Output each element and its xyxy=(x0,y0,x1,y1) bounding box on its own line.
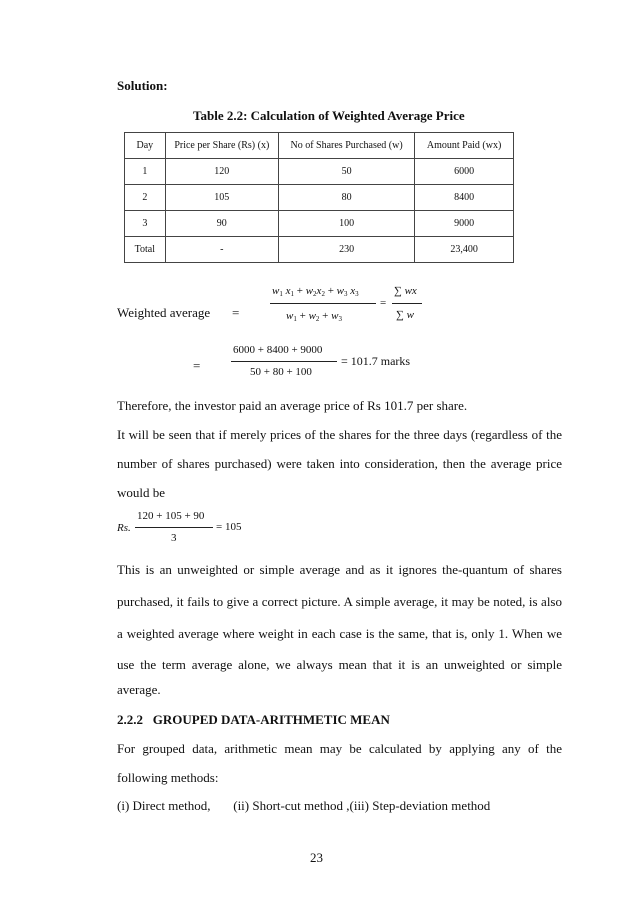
sum-w: ∑ w xyxy=(396,309,414,321)
table-total-row xyxy=(125,237,514,263)
fraction-bar xyxy=(231,361,337,362)
table-header-cell: Price per Share (Rs) (x) xyxy=(165,133,278,159)
formula3-numerator: 120 + 105 + 90 xyxy=(137,510,205,522)
table-row xyxy=(125,211,514,237)
rs-prefix: Rs. xyxy=(117,522,131,534)
table-cell: 230 xyxy=(278,237,414,263)
paragraph-line: use the term average alone, we always mean that it is an unweighted or simple xyxy=(117,657,562,672)
table-header-cell: Amount Paid (wx) xyxy=(415,133,514,159)
table-cell: 100 xyxy=(278,211,414,237)
formula2-result: = 101.7 marks xyxy=(341,354,411,368)
paragraph-line: For grouped data, arithmetic mean may be calculated by applying any of the xyxy=(117,741,562,756)
table-cell: 6000 xyxy=(415,159,514,185)
table-header-cell: No of Shares Purchased (w) xyxy=(278,133,414,159)
methods-line: (i) Direct method, (ii) Short-cut method ,(iii) Step-deviation method xyxy=(117,798,491,813)
paragraph-line: It will be seen that if merely prices of the shares for the three days (regardless of the xyxy=(117,427,562,442)
section-heading: 2.2.2 GROUPED DATA-ARITHMETIC MEAN xyxy=(117,712,390,727)
sum-wx: ∑ wx xyxy=(394,285,417,297)
fraction-bar xyxy=(392,303,422,304)
paragraph-line: following methods: xyxy=(117,770,219,785)
table-row xyxy=(125,159,514,185)
table-cell: 9000 xyxy=(415,211,514,237)
formula3-denominator: 3 xyxy=(171,532,177,544)
equals-sign: = xyxy=(232,305,240,320)
formula-denominator: $w_1 + w_2 + w_3$ xyxy=(286,310,342,323)
paragraph: Therefore, the investor paid an average price of Rs 101.7 per share. xyxy=(117,398,468,413)
table-cell: 8400 xyxy=(415,185,514,211)
paragraph-line: average. xyxy=(117,682,161,697)
paragraph-line: This is an unweighted or simple average and as it ignores the-quantum of shares xyxy=(117,562,562,577)
table-cell: 2 xyxy=(125,185,166,211)
equals-sign: = xyxy=(380,297,387,309)
fraction-bar xyxy=(270,303,376,304)
table-cell: 23,400 xyxy=(415,237,514,263)
table-cell: - xyxy=(165,237,278,263)
table-cell: Total xyxy=(125,237,166,263)
paragraph-line: number of shares purchased) were taken into consideration, then the average price xyxy=(117,456,562,471)
paragraph-line: purchased, it fails to give a correct picture. A simple average, it may be noted, is also xyxy=(117,594,562,609)
formula2-denominator: 50 + 80 + 100 xyxy=(250,366,312,378)
formula3-result: = 105 xyxy=(216,521,242,533)
fraction-bar xyxy=(135,527,213,528)
formula2-numerator: 6000 + 8400 + 9000 xyxy=(233,344,323,356)
table-cell: 80 xyxy=(278,185,414,211)
paragraph-line: a weighted average where weight in each case is the same, that is, only 1. When we xyxy=(117,626,562,641)
table-cell: 50 xyxy=(278,159,414,185)
table-cell: 3 xyxy=(125,211,166,237)
table-cell: 120 xyxy=(165,159,278,185)
table-caption: Table 2.2: Calculation of Weighted Average Price xyxy=(193,108,465,123)
table-header-row xyxy=(125,133,514,159)
equals-sign: = xyxy=(193,358,201,373)
paragraph-line: would be xyxy=(117,485,166,500)
solution-label: Solution: xyxy=(117,78,168,93)
page-number: 23 xyxy=(310,850,323,865)
table-row xyxy=(125,185,514,211)
table-cell: 105 xyxy=(165,185,278,211)
weighted-average-label: Weighted average xyxy=(117,305,211,320)
table-cell: 1 xyxy=(125,159,166,185)
weighted-price-table xyxy=(124,132,514,263)
formula-numerator: $w_1$ $x_1 + w_2x_2 + w_3$ $x_3$ xyxy=(272,285,359,298)
table-header-cell: Day xyxy=(125,133,166,159)
table-cell: 90 xyxy=(165,211,278,237)
